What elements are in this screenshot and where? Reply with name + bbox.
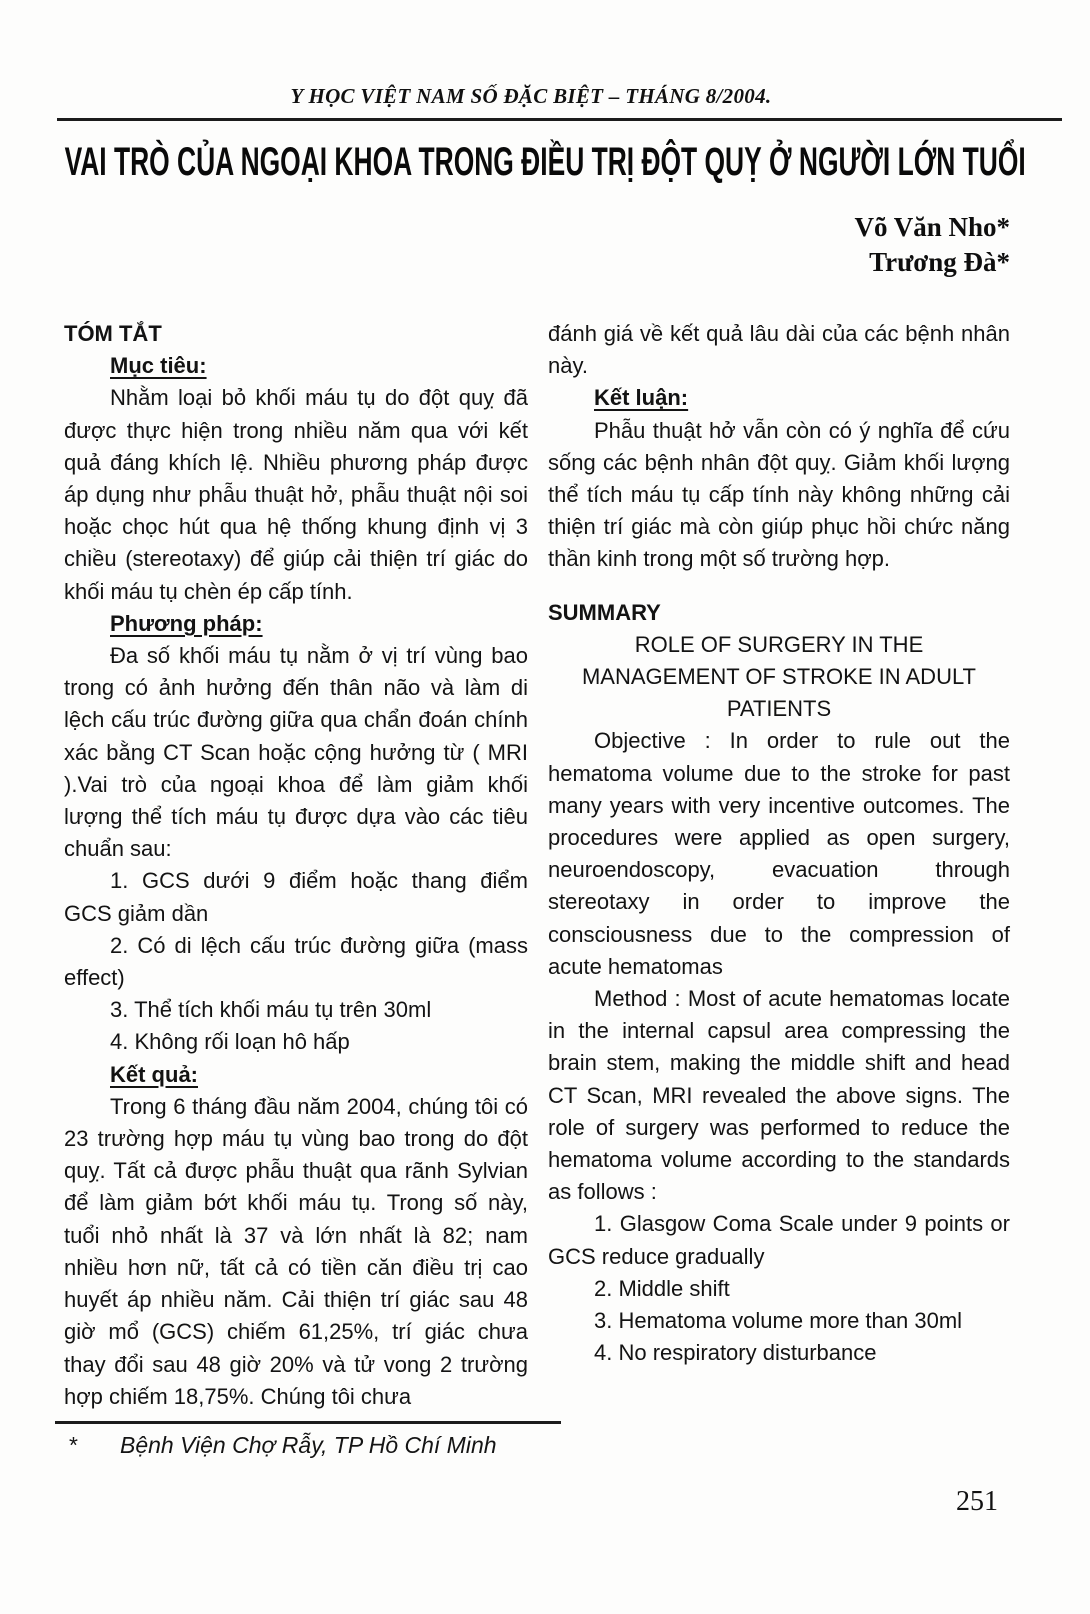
journal-header: Y HỌC VIỆT NAM SỐ ĐẶC BIỆT – THÁNG 8/2004. [290,84,772,108]
footnote-text: Bệnh Viện Chợ Rẫy, TP Hồ Chí Minh [120,1432,497,1458]
header-rule [57,118,1062,121]
summary-subtitle-line: PATIENTS [726,696,832,722]
summary-subtitle-line: MANAGEMENT OF STROKE IN ADULT [581,664,976,690]
author-line: Trương Đà* [869,247,1010,277]
summary-subtitle-line: ROLE OF SURGERY IN THE [634,631,924,657]
standard-item: 2. Middle shift [594,1275,730,1301]
paragraph-ket-qua: Trong 6 tháng đầu năm 2004, chúng tôi có 23 trường hợp máu tụ vùng bao trong do đột quỵ. Tất cả được phẫu thuật qua rãnh Sylvian để làm giảm bớt khối máu tụ. Trong số này, tuổi nhỏ nhất là 37 và lớn nhất là 82; nam nhiều hơn nữ, tất cả có tiền căn điều trị cao huyết áp nhiều năm. Cải thiện trí giác sau 48 giờ mổ (GCS) chiếm 61,25%, trí giác chưa thay đổi sau 48 giờ 20% và tử vong 2 trường hợp chiếm 18,75%. Chúng tôi chưa [64,1093,528,1409]
standard-item: 1. Glasgow Coma Scale under 9 points or GCS reduce gradually [548,1211,1010,1269]
footnote-marker: * [68,1432,77,1458]
criteria-item: 2. Có di lệch cấu trúc đường giữa (mass effect) [64,932,528,991]
subheading-muc-tieu [64,350,528,382]
subheading-ket-luan-label: Kết luận: [594,385,689,411]
subheading-muc-tieu-label: Mục tiêu: [110,353,207,379]
summary-column [548,318,1010,1370]
standard-item: 4. No respiratory disturbance [594,1340,877,1366]
article-title: VAI TRÒ CỦA NGOẠI KHOA TRONG ĐIỀU TRỊ ĐỘT QUỴ Ở NGƯỜI LỚN TUỔI [64,140,1026,184]
abstract-column [64,318,528,1413]
subheading-ket-qua [64,1059,528,1091]
footnote-rule [55,1421,561,1424]
subheading-phuong-phap [64,608,528,640]
author-block [854,210,1010,280]
paragraph-method: Method : Most of acute hematomas locate in the internal capsul area compressing the brain stem, making the middle shift and head CT Scan, MRI revealed the above signs. The role of surgery was performed to reduce the hematoma volume according to the standards as follows : [548,986,1010,1205]
paragraph-continuation: đánh giá về kết quả lâu dài của các bệnh nhân này. [548,321,1010,379]
criteria-item: 1. GCS dưới 9 điểm hoặc thang điểm GCS giảm dần [64,868,528,926]
paragraph-objective: Objective : In order to rule out the hematoma volume due to the stroke for past many years with very incentive outcomes. The procedures were applied as open surgery, neuroendoscopy, evacuation through stereotaxy in order to improve the consciousness due to the compression of acute hematomas [548,728,1010,979]
footnote [68,1432,568,1459]
paragraph-phuong-phap: Đa số khối máu tụ nằm ở vị trí vùng bao trong có ảnh hưởng đến thân não và làm di lệch cấu trúc đường giữa qua chẩn đoán chính xác bằng CT Scan hoặc cộng hưởng từ ( MRI ).Vai trò của ngoại khoa để làm giảm khối lượng thể tích máu tụ được dựa vào các tiêu chuẩn sau: [64,643,528,862]
page-number: 251 [956,1486,998,1517]
standard-item: 3. Hematoma volume more than 30ml [594,1308,963,1334]
criteria-item: 3. Thể tích khối máu tụ trên 30ml [110,997,432,1023]
paragraph-muc-tieu: Nhằm loại bỏ khối máu tụ do đột quỵ đã được thực hiện trong nhiều năm qua với kết quả đáng khích lệ. Nhiều phương pháp được áp dụng như phẫu thuật hở, phẫu thuật nội soi hoặc chọc hút qua hệ thống khung định vị 3 chiều (stereotaxy) để giúp cải thiện trí giác do khối máu tụ chèn ép cấp tính. [64,385,528,604]
section-heading-tom-tat: TÓM TẮT [64,321,162,346]
author-line: Võ Văn Nho* [854,212,1010,242]
subheading-phuong-phap-label: Phương pháp: [110,610,263,636]
article-title-row [0,140,1090,185]
criteria-item: 4. Không rối loạn hô hấp [110,1029,350,1055]
section-heading-summary: SUMMARY [548,599,661,625]
subheading-ket-qua-label: Kết quả: [110,1061,198,1087]
subheading-ket-luan [548,382,1010,414]
paragraph-ket-luan: Phẫu thuật hở vẫn còn có ý nghĩa để cứu sống các bệnh nhân đột quỵ. Giảm khối lượng thể tích máu tụ cấp tính này không những cải thiện trí giác mà còn giúp phục hồi chức năng thần kinh trong một số trường hợp. [548,417,1010,572]
